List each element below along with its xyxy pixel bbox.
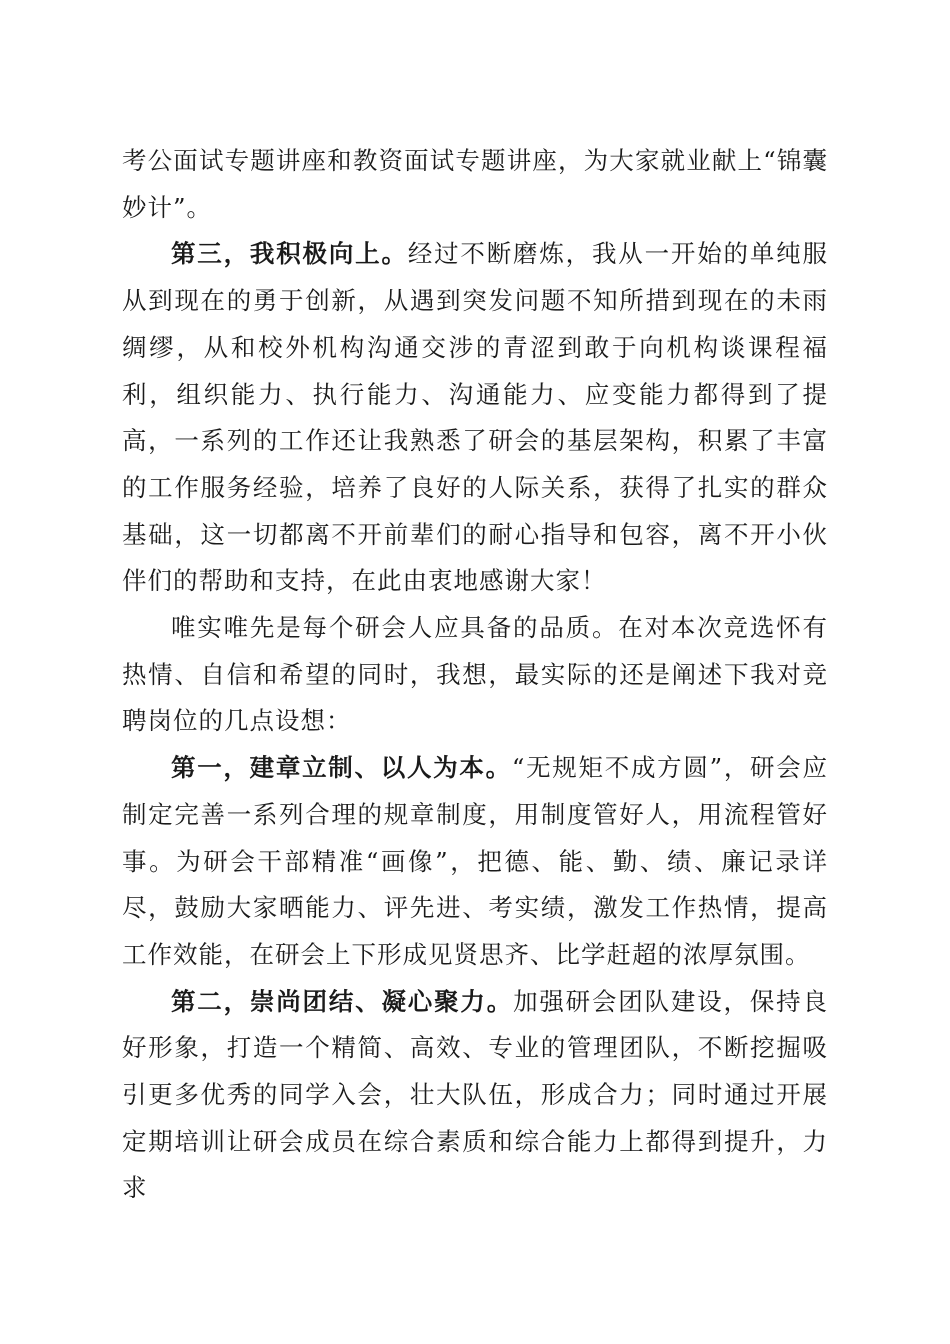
paragraph-4-text: “无规矩不成方圆”，研会应制定完善一系列合理的规章制度，用制度管好人，用流程管好事。为研会干部精准“画像”，把德、能、勤、绩、廉记录详尽，鼓励大家晒能力、评先进、考实绩，激发工作热情，提高工作效能，在研会上下形成见贤思齐、比学赶超的浓厚氛围。 bbox=[122, 753, 828, 969]
paragraph-4-lead: 第一，建章立制、以人为本。 bbox=[171, 753, 512, 783]
paragraph-2-text: 经过不断磨炼，我从一开始的单纯服从到现在的勇于创新，从遇到突发问题不知所措到现在的未雨绸缪，从和校外机构沟通交涉的青涩到敢于向机构谈课程福利，组织能力、执行能力、沟通能力、应变能力都得到了提高，一系列的工作还让我熟悉了研会的基层架构，积累了丰富的工作服务经验，培养了良好的人际关系，获得了扎实的群众基础，这一切都离不开前辈们的耐心指导和包容，离不开小伙伴们的帮助和支持，在此由衷地感谢大家！ bbox=[122, 239, 828, 596]
paragraph-3-text: 唯实唯先是每个研会人应具备的品质。在对本次竞选怀有热情、自信和希望的同时，我想，最实际的还是阐述下我对竞聘岗位的几点设想： bbox=[122, 613, 828, 736]
paragraph-2 bbox=[122, 231, 828, 605]
paragraph-4 bbox=[122, 745, 828, 979]
paragraph-5 bbox=[122, 979, 828, 1213]
paragraph-1-text: 考公面试专题讲座和教资面试专题讲座，为大家就业献上“锦囊妙计”。 bbox=[122, 146, 828, 222]
paragraph-2-lead: 第三，我积极向上。 bbox=[171, 239, 408, 269]
paragraph-1 bbox=[122, 138, 828, 231]
paragraph-3 bbox=[122, 605, 828, 745]
paragraph-5-text: 加强研会团队建设，保持良好形象，打造一个精简、高效、专业的管理团队，不断挖掘吸引更多优秀的同学入会，壮大队伍，形成合力；同时通过开展定期培训让研会成员在综合素质和综合能力上都得到提升，力求 bbox=[122, 986, 828, 1203]
document-body bbox=[122, 138, 828, 1212]
paragraph-5-lead: 第二，崇尚团结、凝心聚力。 bbox=[171, 986, 514, 1016]
